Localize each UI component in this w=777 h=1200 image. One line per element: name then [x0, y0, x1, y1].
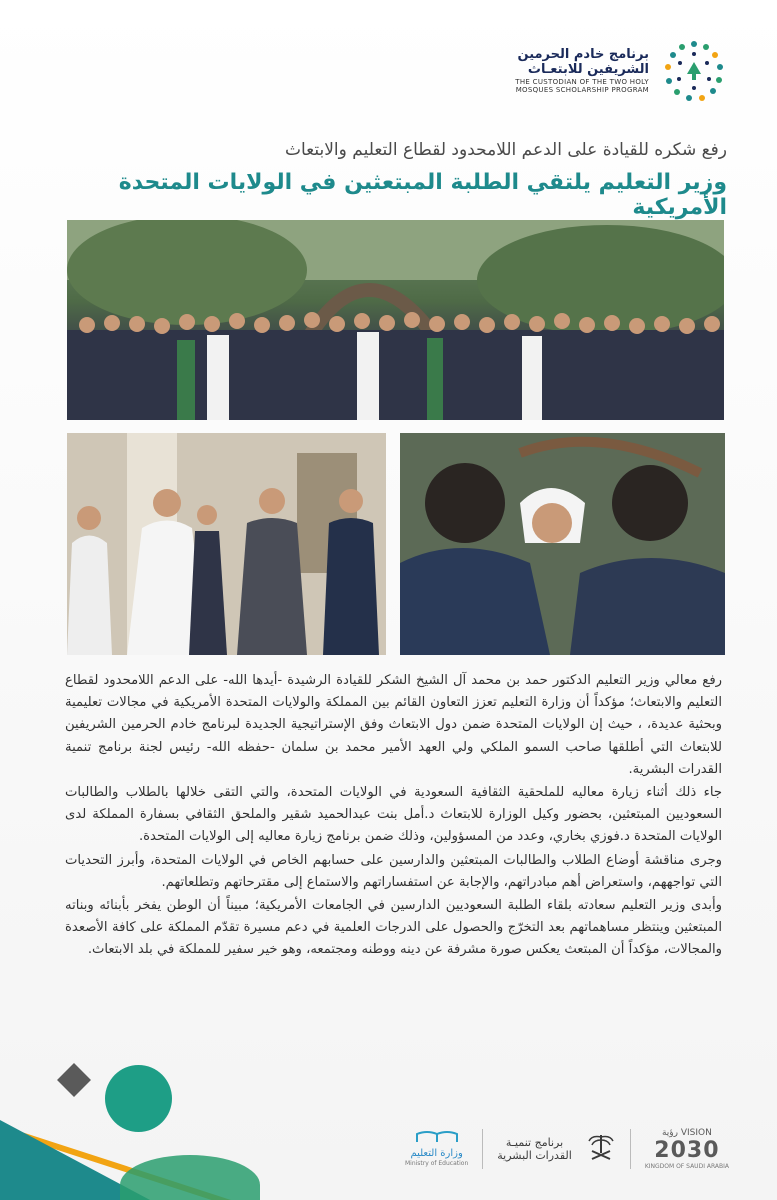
human-capability-logo	[497, 1136, 572, 1162]
scholarship-program-logo	[515, 36, 729, 106]
logo-english-line2: MOSQUES SCHOLARSHIP PROGRAM	[515, 85, 649, 94]
moe-english: Ministry of Education	[404, 1160, 469, 1168]
moe-book-icon	[415, 1130, 459, 1144]
hcp-line1: برنامج تنميـة	[505, 1135, 564, 1149]
paragraph-1: رفع معالي وزير التعليم الدكتور حمد بن محمد آل الشيخ الشكر للقيادة الرشيدة -أيدها الله- على الدعم اللامحدود لقطاع التعليم والابتعاث؛ مؤكداً أن وزارة التعليم تعزز التعاون القائم بين المملكة والولايات المتحدة الأمريكية في مجالات تعليمية وبحثية عديدة، ، حيث إن الولايات المتحدة ضمن دول الابتعاث وفق الإستراتيجية الجديدة لبرنامج خادم الحرمين الشريفين للابتعاث التي أطلقها صاحب السمو الملكي ولي العهد الأمير محمد بن سلمان -حفظه الله- رئيس لجنة برنامج تنمية القدرات البشرية.	[65, 673, 722, 777]
ministry-of-education-logo	[405, 1130, 468, 1167]
article-subtitle: رفع شكره للقيادة على الدعم اللامحدود لقطاع التعليم والابتعاث	[284, 140, 727, 160]
article-body	[65, 670, 722, 963]
vision-subtitle: KINGDOM OF SAUDI ARABIA	[644, 1163, 729, 1170]
footer-divider	[630, 1129, 631, 1169]
article-title: وزير التعليم يلتقي الطلبة المبتعثين في الولايات المتحدة الأمريكية	[118, 170, 727, 220]
logo-title-line1: برنامج خادم الحرمين	[517, 47, 649, 63]
footer-logos	[405, 1128, 729, 1170]
minister-conversation-photo	[400, 433, 725, 655]
vision-word: VISION رؤية	[661, 1128, 712, 1138]
minister-walking-photo	[67, 433, 386, 655]
decorative-diamond	[57, 1063, 91, 1097]
paragraph-4: وأبدى وزير التعليم سعادته بلقاء الطلبة السعوديين الدارسين في الجامعات الأمريكية؛ مبيناً أن الوطن يفخر بأبنائه وبناته المبتعثين وينتظر مساهماتهم بعد التخرّج والحصول على الدرجات العلمية في دعم مسيرة تقدّم المملكة على كافة الأصعدة والمجالات، مؤكداً أن المبتعث يعكس صورة مشرفة عن دينه ووطنه ومجتمعه، وهو خير سفير للمملكة في بلد الابتعاث.	[65, 898, 722, 958]
decorative-circle	[105, 1065, 172, 1132]
moe-arabic: وزارة التعليم	[410, 1148, 463, 1160]
hcp-line2: القدرات البشرية	[497, 1149, 572, 1162]
vision-2030-logo	[645, 1128, 729, 1170]
logo-title-line2: الشريفين للابتعـاث	[527, 61, 649, 77]
palm-emblem-icon	[586, 1131, 616, 1167]
vision-number: 2030	[654, 1138, 720, 1163]
paragraph-2: جاء ذلك أثناء زيارة معاليه للملحقية الثقافية السعودية في الولايات المتحدة، والتي التقى خلالها بالطلاب والطالبات السعوديين المبتعثين، بحضور وكيل الوزارة للابتعاث د.أمل بنت عبدالحميد شقير والملحق الثقافي بسفارة المملكة لدى الولايات المتحدة د.فوزي بخاري، وعدد من المسؤولين، وذلك ضمن برنامج زيارة معاليه إلى الولايات المتحدة.	[65, 785, 722, 845]
scholarship-emblem-icon	[659, 36, 729, 106]
group-photo	[67, 220, 724, 420]
paragraph-3: وجرى مناقشة أوضاع الطلاب والطالبات المبتعثين والدارسين على حسابهم الخاص في الولايات المتحدة، وأبرز التحديات التي تواجههم، واستعراض أهم مبادراتهم، والإجابة عن استفساراتهم والاستماع إلى مقترحاتهم وتطلعاتهم.	[65, 852, 722, 890]
footer-divider-2	[482, 1129, 483, 1169]
logo-english-line1: THE CUSTODIAN OF THE TWO HOLY	[515, 77, 649, 86]
